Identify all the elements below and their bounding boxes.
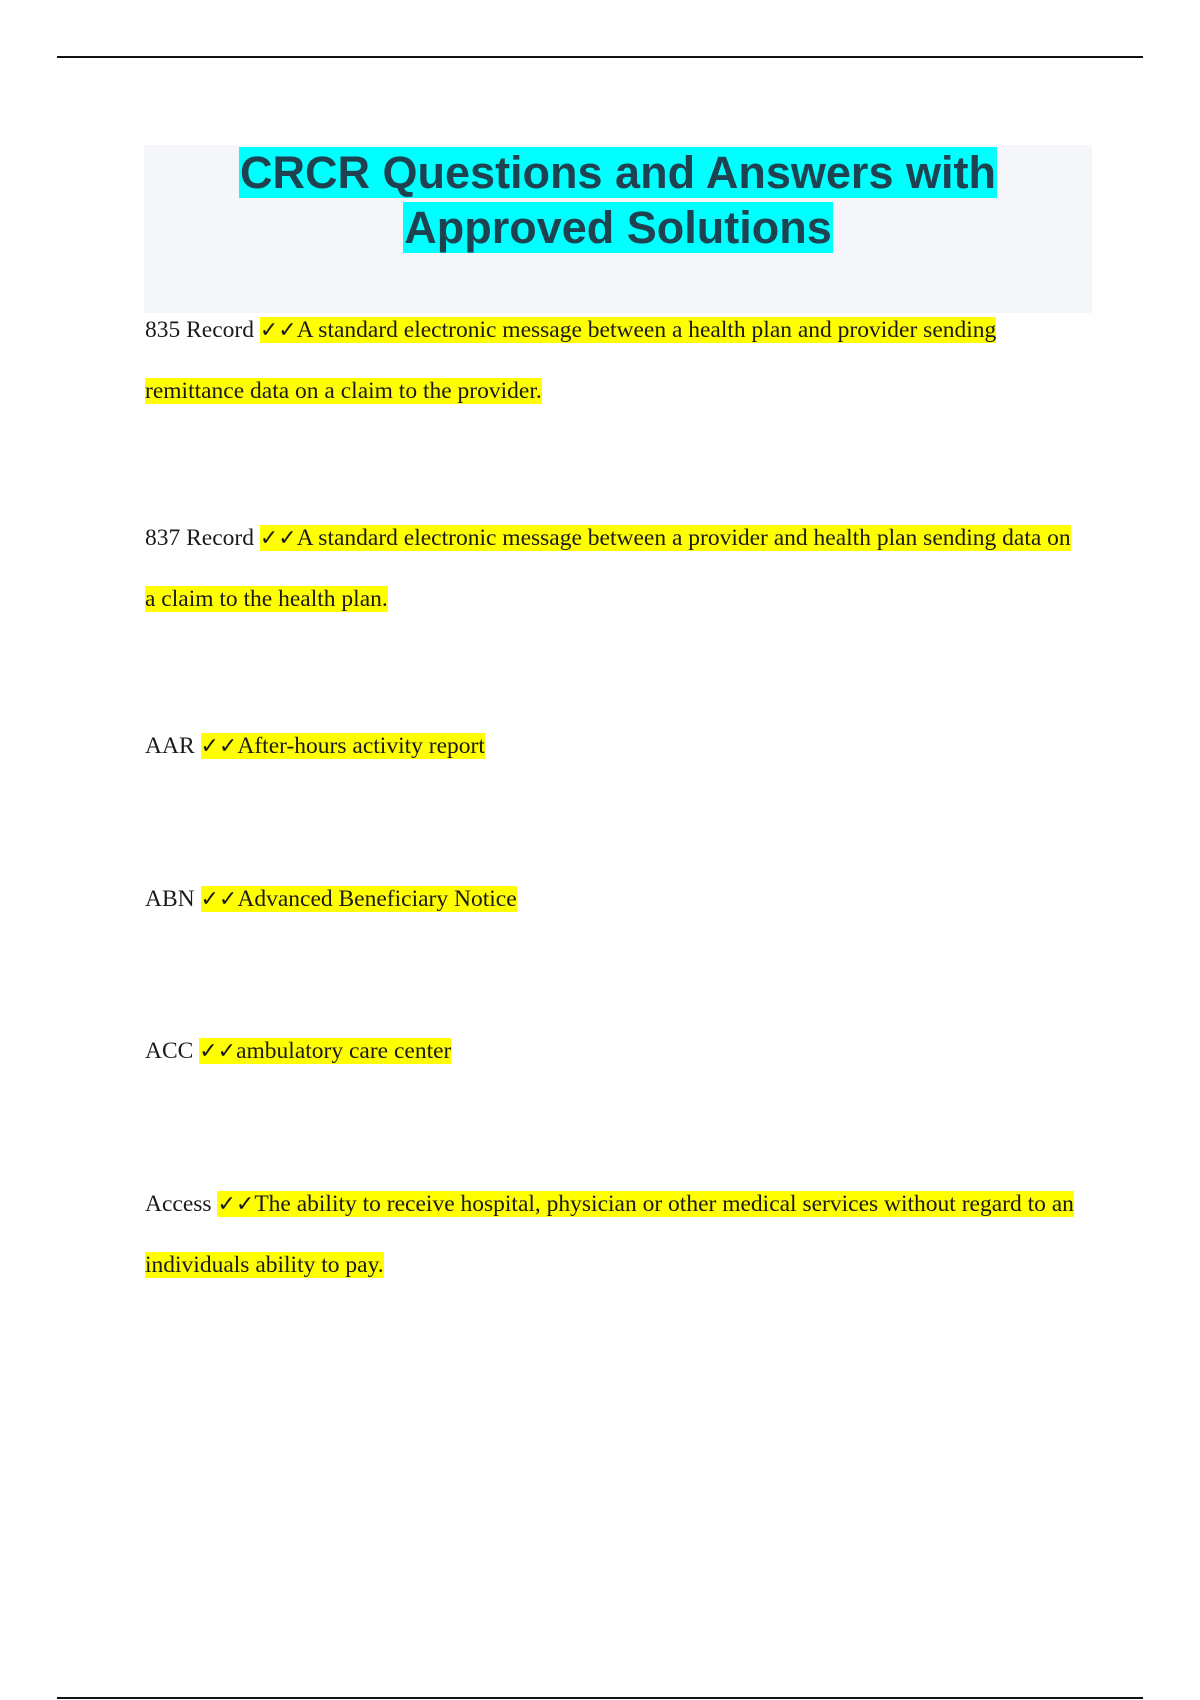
- footer-rule: [57, 1697, 1143, 1699]
- double-check-icon: ✓✓: [200, 887, 238, 912]
- glossary-entry: [145, 1174, 1075, 1296]
- double-check-icon: ✓✓: [200, 734, 238, 759]
- document-title-line-1: CRCR Questions and Answers with: [240, 147, 996, 198]
- entry-term: 837 Record: [145, 525, 254, 551]
- glossary-list: [145, 300, 1075, 1296]
- entry-definition: The ability to receive hospital, physician or other medical services without regard to an individuals ability to pay.: [145, 1191, 1074, 1278]
- entry-definition-highlight: [199, 1038, 451, 1064]
- double-check-icon: ✓✓: [259, 318, 297, 343]
- document-title-block: [144, 145, 1092, 313]
- entry-term: AAR: [145, 733, 195, 759]
- entry-term: 835 Record: [145, 317, 254, 343]
- header-rule: [57, 56, 1143, 58]
- glossary-entry: [145, 300, 1075, 422]
- entry-term: ABN: [145, 886, 195, 912]
- entry-definition-highlight: [145, 1191, 1074, 1278]
- document-title-line-2: Approved Solutions: [404, 202, 832, 253]
- double-check-icon: ✓✓: [259, 526, 297, 551]
- entry-definition: ambulatory care center: [236, 1038, 452, 1064]
- glossary-entry: [145, 1021, 1075, 1082]
- entry-definition-highlight: [201, 733, 485, 759]
- entry-term: Access: [145, 1191, 212, 1217]
- entry-definition: Advanced Beneficiary Notice: [237, 886, 517, 912]
- double-check-icon: ✓✓: [217, 1192, 255, 1217]
- entry-definition-highlight: [201, 886, 517, 912]
- entry-definition-highlight: [145, 317, 996, 404]
- entry-definition: After-hours activity report: [237, 733, 485, 759]
- entry-definition: A standard electronic message between a health plan and provider sending remittance data on a claim to the provider.: [145, 317, 997, 404]
- glossary-entry: [145, 508, 1075, 630]
- entry-definition-highlight: [145, 525, 1071, 612]
- glossary-entry: [145, 716, 1075, 777]
- entry-term: ACC: [145, 1038, 194, 1064]
- double-check-icon: ✓✓: [199, 1039, 237, 1064]
- glossary-entry: [145, 869, 1075, 930]
- entry-definition: A standard electronic message between a provider and health plan sending data on a claim to the health plan.: [145, 525, 1071, 612]
